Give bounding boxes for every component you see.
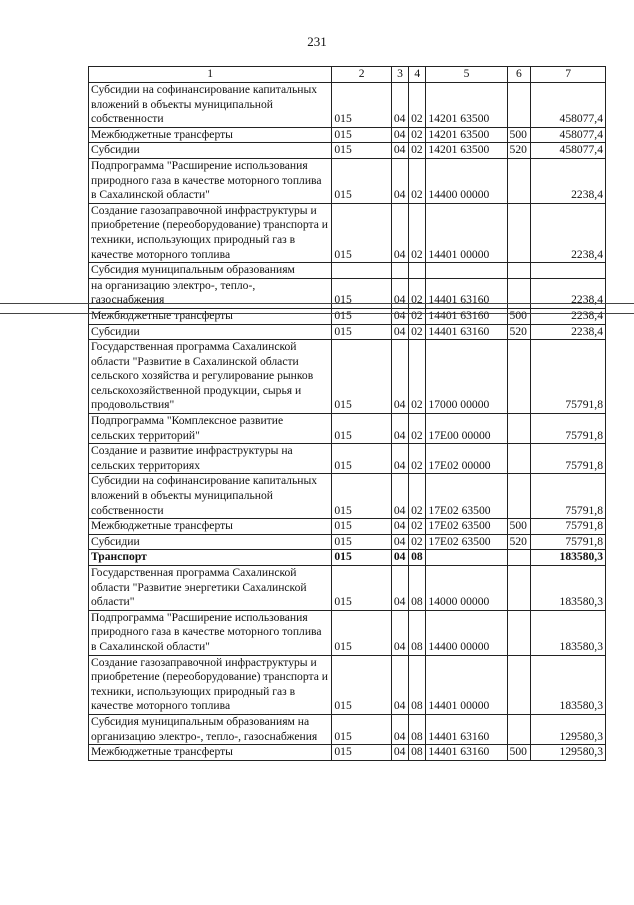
subsection-code: 02 (409, 519, 426, 535)
ministry-code: 015 (332, 203, 391, 262)
subsection-code: 08 (409, 714, 426, 744)
table-row (89, 203, 606, 262)
amount-value: 2238,4 (531, 278, 606, 308)
section-code: 04 (391, 308, 408, 324)
table-row (89, 83, 606, 128)
subsection-code: 02 (409, 444, 426, 474)
column-header: 6 (507, 67, 531, 83)
row-name: Субсидия муниципальным образованиям (89, 263, 332, 279)
expense-type-code: 500 (507, 127, 531, 143)
row-name: Создание газозаправочной инфраструктуры и приобретение (переоборудование) транспорта и техники, использующих природный газ в качестве моторного топлива (89, 203, 332, 262)
ministry-code: 015 (332, 550, 391, 566)
amount-value: 75791,8 (531, 519, 606, 535)
table-row (89, 263, 606, 279)
expense-type-code (507, 414, 531, 444)
ministry-code: 015 (332, 308, 391, 324)
amount-value: 75791,8 (531, 340, 606, 414)
expense-type-code (507, 444, 531, 474)
expense-type-code (507, 714, 531, 744)
ministry-code: 015 (332, 324, 391, 340)
expense-type-code: 500 (507, 519, 531, 535)
row-name: Субсидии (89, 534, 332, 550)
target-article-code: 14401 63160 (426, 278, 507, 308)
table-row (89, 127, 606, 143)
table-row (89, 610, 606, 655)
amount-value: 2238,4 (531, 308, 606, 324)
table-row (89, 534, 606, 550)
column-header: 1 (89, 67, 332, 83)
target-article-code: 14401 63160 (426, 745, 507, 761)
amount-value: 129580,3 (531, 745, 606, 761)
target-article-code: 14401 00000 (426, 203, 507, 262)
table-header-row (89, 67, 606, 83)
amount-value: 458077,4 (531, 143, 606, 159)
target-article-code: 17Е02 63500 (426, 474, 507, 519)
section-code: 04 (391, 534, 408, 550)
row-name: Государственная программа Сахалинской области "Развитие в Сахалинской области сельского хозяйства и регулирование рынков сельскохозяйственной продукции, сырья и продовольствия" (89, 340, 332, 414)
row-name: Межбюджетные трансферты (89, 745, 332, 761)
ministry-code: 015 (332, 519, 391, 535)
row-name: Создание и развитие инфраструктуры на сельских территориях (89, 444, 332, 474)
subsection-code: 02 (409, 83, 426, 128)
section-code: 04 (391, 655, 408, 714)
ministry-code: 015 (332, 610, 391, 655)
row-name: Субсидии (89, 143, 332, 159)
row-name: Субсидии (89, 324, 332, 340)
row-name: Субсидии на софинансирование капитальных вложений в объекты муниципальной собственности (89, 83, 332, 128)
table-row (89, 745, 606, 761)
row-name: Межбюджетные трансферты (89, 308, 332, 324)
target-article-code: 14401 63160 (426, 714, 507, 744)
table-row (89, 324, 606, 340)
target-article-code: 14400 00000 (426, 158, 507, 203)
target-article-code: 17Е02 63500 (426, 534, 507, 550)
amount-value: 458077,4 (531, 83, 606, 128)
amount-value: 75791,8 (531, 414, 606, 444)
subsection-code: 08 (409, 610, 426, 655)
row-name: Создание газозаправочной инфраструктуры и приобретение (переоборудование) транспорта и техники, использующих природный газ в качестве моторного топлива (89, 655, 332, 714)
amount-value: 183580,3 (531, 566, 606, 611)
expense-type-code (507, 550, 531, 566)
table-row (89, 444, 606, 474)
section-code: 04 (391, 158, 408, 203)
section-code: 04 (391, 566, 408, 611)
subsection-code: 02 (409, 127, 426, 143)
section-code: 04 (391, 143, 408, 159)
ministry-code: 015 (332, 566, 391, 611)
row-name: на организацию электро-, тепло-, газоснабжения (89, 278, 332, 308)
target-article-code (426, 263, 507, 279)
column-header: 7 (531, 67, 606, 83)
ministry-code: 015 (332, 127, 391, 143)
ministry-code: 015 (332, 83, 391, 128)
amount-value: 2238,4 (531, 158, 606, 203)
subsection-code: 08 (409, 745, 426, 761)
target-article-code: 14201 63500 (426, 83, 507, 128)
column-header: 2 (332, 67, 391, 83)
table-row (89, 158, 606, 203)
target-article-code: 14000 00000 (426, 566, 507, 611)
table-row (89, 474, 606, 519)
subsection-code: 02 (409, 534, 426, 550)
expense-type-code (507, 655, 531, 714)
ministry-code: 015 (332, 158, 391, 203)
subsection-code: 02 (409, 474, 426, 519)
ministry-code: 015 (332, 444, 391, 474)
subsection-code: 02 (409, 324, 426, 340)
row-name: Субсидия муниципальным образованиям на организацию электро-, тепло-, газоснабжения (89, 714, 332, 744)
row-name: Субсидии на софинансирование капитальных вложений в объекты муниципальной собственности (89, 474, 332, 519)
section-code: 04 (391, 519, 408, 535)
ministry-code: 015 (332, 278, 391, 308)
target-article-code: 14401 63160 (426, 324, 507, 340)
column-header: 3 (391, 67, 408, 83)
table-row (89, 655, 606, 714)
target-article-code: 17Е00 00000 (426, 414, 507, 444)
subsection-code: 02 (409, 278, 426, 308)
section-code: 04 (391, 550, 408, 566)
ministry-code: 015 (332, 534, 391, 550)
amount-value: 75791,8 (531, 534, 606, 550)
target-article-code: 14201 63500 (426, 143, 507, 159)
target-article-code: 14401 63160 (426, 308, 507, 324)
subsection-code: 02 (409, 414, 426, 444)
expense-type-code (507, 566, 531, 611)
section-code: 04 (391, 444, 408, 474)
column-header: 4 (409, 67, 426, 83)
section-code: 04 (391, 83, 408, 128)
target-article-code: 17000 00000 (426, 340, 507, 414)
table-row (89, 550, 606, 566)
row-name: Подпрограмма "Расширение использования природного газа в качестве моторного топлива в Сахалинской области" (89, 158, 332, 203)
expense-type-code (507, 340, 531, 414)
amount-value: 458077,4 (531, 127, 606, 143)
target-article-code: 14400 00000 (426, 610, 507, 655)
subsection-code: 02 (409, 203, 426, 262)
table-row (89, 308, 606, 324)
subsection-code: 02 (409, 158, 426, 203)
row-name: Транспорт (89, 550, 332, 566)
row-name: Подпрограмма "Расширение использования природного газа в качестве моторного топлива в Сахалинской области" (89, 610, 332, 655)
row-name: Государственная программа Сахалинской области "Развитие энергетики Сахалинской области" (89, 566, 332, 611)
table-row (89, 414, 606, 444)
section-code: 04 (391, 203, 408, 262)
expense-type-code: 500 (507, 745, 531, 761)
ministry-code: 015 (332, 745, 391, 761)
ministry-code: 015 (332, 474, 391, 519)
ministry-code (332, 263, 391, 279)
budget-table (88, 66, 606, 761)
amount-value: 183580,3 (531, 655, 606, 714)
subsection-code: 02 (409, 340, 426, 414)
page-divider-line (0, 313, 634, 314)
expense-type-code (507, 610, 531, 655)
table-row (89, 519, 606, 535)
section-code: 04 (391, 127, 408, 143)
expense-type-code (507, 474, 531, 519)
amount-value: 183580,3 (531, 610, 606, 655)
amount-value: 2238,4 (531, 203, 606, 262)
target-article-code: 17Е02 63500 (426, 519, 507, 535)
section-code: 04 (391, 745, 408, 761)
target-article-code: 14201 63500 (426, 127, 507, 143)
expense-type-code (507, 203, 531, 262)
expense-type-code (507, 83, 531, 128)
table-row (89, 340, 606, 414)
expense-type-code: 520 (507, 324, 531, 340)
amount-value (531, 263, 606, 279)
row-name: Подпрограмма "Комплексное развитие сельских территорий" (89, 414, 332, 444)
ministry-code: 015 (332, 143, 391, 159)
row-name: Межбюджетные трансферты (89, 519, 332, 535)
target-article-code: 14401 00000 (426, 655, 507, 714)
amount-value: 129580,3 (531, 714, 606, 744)
target-article-code (426, 550, 507, 566)
section-code: 04 (391, 474, 408, 519)
page-number: 231 (307, 34, 327, 49)
row-name: Межбюджетные трансферты (89, 127, 332, 143)
subsection-code: 02 (409, 308, 426, 324)
table-row (89, 143, 606, 159)
section-code: 04 (391, 340, 408, 414)
table-row (89, 566, 606, 611)
expense-type-code: 520 (507, 143, 531, 159)
table-row (89, 714, 606, 744)
section-code (391, 263, 408, 279)
expense-type-code: 520 (507, 534, 531, 550)
subsection-code: 02 (409, 143, 426, 159)
section-code: 04 (391, 324, 408, 340)
subsection-code: 08 (409, 566, 426, 611)
section-code: 04 (391, 414, 408, 444)
subsection-code (409, 263, 426, 279)
expense-type-code: 500 (507, 308, 531, 324)
ministry-code: 015 (332, 714, 391, 744)
amount-value: 75791,8 (531, 474, 606, 519)
column-header: 5 (426, 67, 507, 83)
section-code: 04 (391, 278, 408, 308)
section-code: 04 (391, 610, 408, 655)
ministry-code: 015 (332, 414, 391, 444)
page-divider-line (0, 303, 634, 304)
target-article-code: 17Е02 00000 (426, 444, 507, 474)
amount-value: 75791,8 (531, 444, 606, 474)
section-code: 04 (391, 714, 408, 744)
expense-type-code (507, 158, 531, 203)
subsection-code: 08 (409, 655, 426, 714)
expense-type-code (507, 263, 531, 279)
amount-value: 183580,3 (531, 550, 606, 566)
subsection-code: 08 (409, 550, 426, 566)
amount-value: 2238,4 (531, 324, 606, 340)
ministry-code: 015 (332, 340, 391, 414)
ministry-code: 015 (332, 655, 391, 714)
